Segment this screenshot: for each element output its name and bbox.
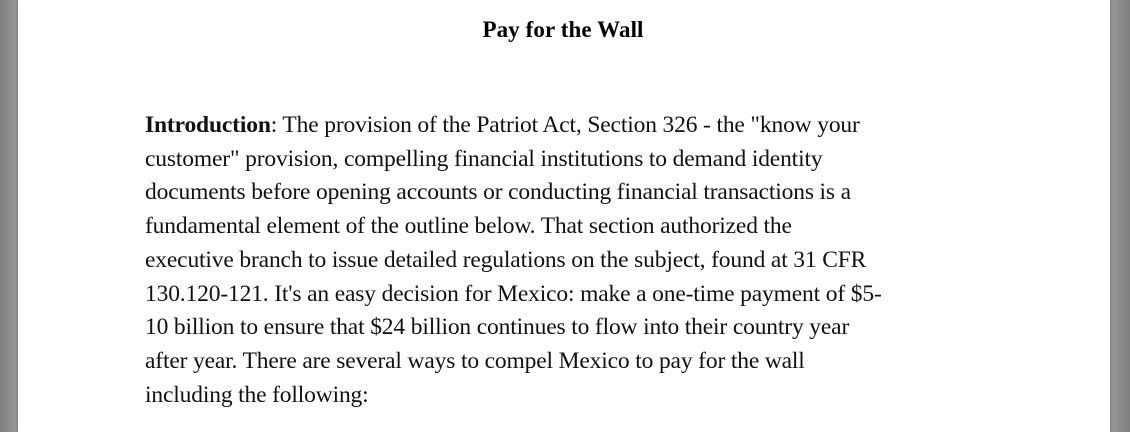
- viewer-left-margin: [0, 0, 18, 432]
- paragraph-line: documents before opening accounts or conducting financial transactions is a: [145, 179, 851, 206]
- introduction-paragraph: [145, 109, 1005, 412]
- paragraph-line: executive branch to issue detailed regulations on the subject, found at 31 CFR: [145, 246, 867, 273]
- paragraph-line: including the following:: [145, 381, 369, 408]
- paragraph-line: fundamental element of the outline below. That section authorized the: [145, 213, 792, 240]
- paragraph-line: 130.120-121. It's an easy decision for Mexico: make a one-time payment of $5-: [145, 280, 882, 307]
- paragraph-line: 10 billion to ensure that $24 billion continues to flow into their country year: [145, 314, 850, 341]
- introduction-label: Introduction: [145, 112, 271, 138]
- viewer-right-margin: [1110, 0, 1130, 432]
- paragraph-line: [145, 109, 1005, 143]
- document-page: [18, 0, 1110, 432]
- paragraph-line: after year. There are several ways to compel Mexico to pay for the wall: [145, 347, 805, 374]
- paragraph-line: customer" provision, compelling financial institutions to demand identity: [145, 145, 823, 172]
- document-title: Pay for the Wall: [482, 17, 644, 42]
- paragraph-line-text: : The provision of the Patriot Act, Section 326 - the "know your: [270, 112, 860, 138]
